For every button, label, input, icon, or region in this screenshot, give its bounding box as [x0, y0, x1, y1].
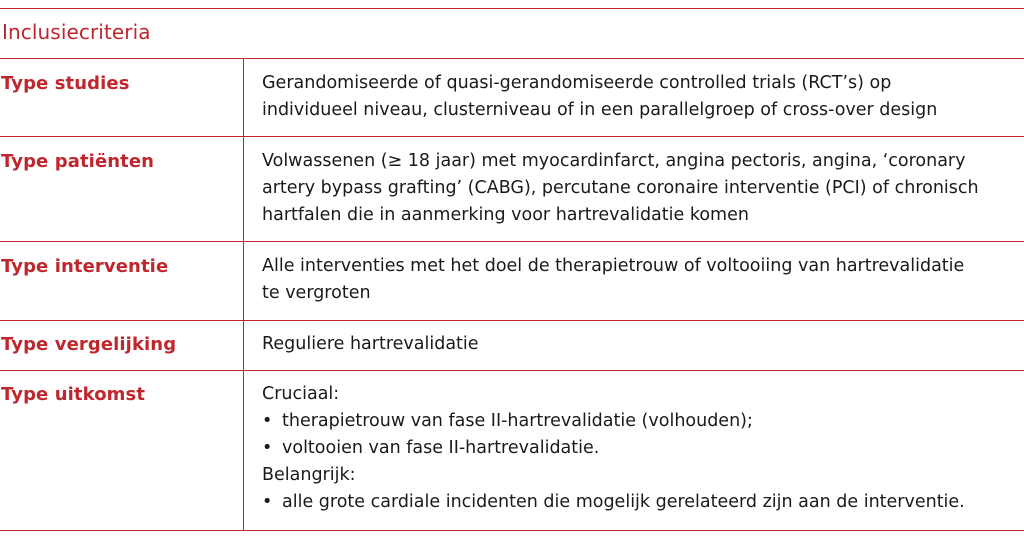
- table-bottom-rule: [0, 530, 1024, 531]
- row-divider: [0, 370, 1024, 371]
- row-divider: [0, 320, 1024, 321]
- row-divider: [0, 241, 1024, 242]
- list-item-text: alle grote cardiale incidenten die mogelijk gerelateerd zijn aan de interventie.: [282, 492, 965, 512]
- table-header: Inclusiecriteria: [2, 20, 151, 44]
- bullet-icon: •: [262, 492, 273, 512]
- row-content-type-vergelijking: [262, 331, 1022, 358]
- list-item: [262, 408, 1022, 435]
- row-label-type-vergelijking: Type vergelijking: [1, 334, 177, 355]
- table-top-rule: [0, 8, 1024, 9]
- list-item-text: therapietrouw van fase II-hartrevalidatie (volhouden);: [282, 411, 753, 431]
- row-content-type-interventie: [262, 253, 1022, 307]
- header-bottom-rule: [0, 58, 1024, 59]
- content-line: te vergroten: [262, 283, 371, 303]
- row-label-type-studies: Type studies: [1, 73, 130, 94]
- content-line: individueel niveau, clusterniveau of in een parallelgroep of cross-over design: [262, 100, 938, 120]
- content-line: artery bypass grafting’ (CABG), percutane coronaire interventie (PCI) of chronisch: [262, 178, 979, 198]
- list-item: [262, 435, 1022, 462]
- row-label-type-interventie: Type interventie: [1, 256, 169, 277]
- column-divider: [243, 59, 244, 531]
- bullet-icon: •: [262, 438, 273, 458]
- content-line: Reguliere hartrevalidatie: [262, 334, 479, 354]
- content-line: Alle interventies met het doel de therapietrouw of voltooiing van hartrevalidatie: [262, 256, 965, 276]
- row-label-type-patienten: Type patiënten: [1, 151, 155, 172]
- content-line: hartfalen die in aanmerking voor hartrevalidatie komen: [262, 205, 749, 225]
- content-line: Gerandomiseerde of quasi-gerandomiseerde controlled trials (RCT’s) op: [262, 73, 892, 93]
- list-item: [262, 489, 1022, 516]
- row-label-type-uitkomst: Type uitkomst: [1, 384, 146, 405]
- crucial-heading: Cruciaal:: [262, 384, 340, 404]
- bullet-icon: •: [262, 411, 273, 431]
- important-heading: Belangrijk:: [262, 465, 356, 485]
- row-content-type-patienten: [262, 148, 1022, 229]
- row-content-type-studies: [262, 70, 1022, 124]
- content-line: Volwassenen (≥ 18 jaar) met myocardinfarct, angina pectoris, angina, ‘coronary: [262, 151, 966, 171]
- row-divider: [0, 136, 1024, 137]
- row-content-type-uitkomst: [262, 381, 1022, 516]
- list-item-text: voltooien van fase II-hartrevalidatie.: [282, 438, 600, 458]
